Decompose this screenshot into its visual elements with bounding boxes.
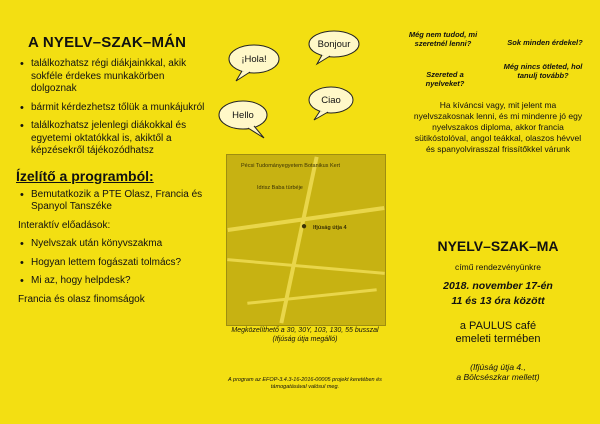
speech-bubbles — [224, 30, 394, 150]
bubble-hello — [218, 100, 268, 130]
talk-item: • Mi az, hogy helpdesk? — [20, 275, 208, 288]
event-time: 11 és 13 óra között — [451, 295, 545, 307]
map-label-address: Ifjúság útja 4 — [313, 225, 347, 231]
question-4: Még nincs ötleted, hol tanulj tovább? — [503, 62, 583, 80]
question-1: Még nem tudod, mi szeretnél lenni? — [408, 30, 478, 48]
address-line-2: a Bölcsészkar mellett) — [456, 372, 540, 382]
funding-footnote: A program az EFOP-3.4.3-16-2016-00005 projekt keretében és támogatásával valósul meg. — [228, 377, 382, 390]
talks-list — [8, 238, 208, 288]
event-venue — [410, 320, 586, 346]
transport-caption: Megközelíthető a 30, 30Y, 103, 130, 55 busszal (Ifjúság útja megálló) — [231, 327, 379, 343]
left-title: A NYELV–SZAK–MÁN — [28, 34, 187, 51]
talk-item: • Nyelvszak után könyvszakma — [20, 238, 208, 251]
question-3: Szereted a nyelveket? — [425, 70, 465, 88]
event-title: NYELV–SZAK–MA — [437, 238, 559, 254]
program-item: • Bemutatkozik a PTE Olasz, Francia és Spanyol Tanszéke — [20, 189, 208, 214]
program-list — [8, 189, 208, 214]
event-subtitle: című rendezvényünkre — [455, 262, 541, 272]
intro-text: Ha kíváncsi vagy, mit jelent ma nyelvszakosnak lenni, és mi mindenre jó egy nyelvszakos diploma, akkor francia sütikóstolóval, angol teákkal, olaszos hévvel és spanyolvirasszal frissítőkkel várunk — [413, 100, 583, 154]
event-date: 2018. november 17-én — [443, 280, 553, 292]
program-title: Ízelítő a programból: — [16, 167, 154, 184]
map-pin-icon: ● — [301, 221, 308, 232]
bubble-text: Ciao — [321, 94, 341, 106]
interactive-heading: Interaktív előadások: — [18, 219, 111, 231]
benefits-list — [8, 58, 208, 158]
benefit-item: • találkozhatsz régi diákjainkkal, akik sokféle érdekes munkakörben dolgoznak — [20, 58, 208, 96]
left-column — [8, 34, 208, 312]
bubble-ciao — [308, 86, 354, 114]
bubble-hola — [228, 44, 280, 74]
benefit-item: • bármit kérdezhetsz tőlük a munkájukról — [20, 102, 208, 115]
event-address — [410, 362, 586, 382]
talk-item: • Hogyan lettem fogászati tolmács? — [20, 257, 208, 270]
map-label-turbe: Idrisz Baba türbéje — [257, 185, 303, 191]
bubble-text: Hello — [232, 109, 254, 121]
location-map — [226, 154, 386, 326]
closing-text: Francia és olasz finomságok — [18, 293, 145, 305]
venue-line-1: a PAULUS café — [459, 320, 537, 332]
bubble-text: ¡Hola! — [241, 53, 267, 65]
map-road — [247, 288, 377, 305]
venue-line-2: emeleti termében — [455, 333, 541, 345]
address-line-1: (Ifjúság útja 4., — [470, 362, 526, 372]
bubble-bonjour — [308, 30, 360, 58]
question-2: Sok minden érdekel? — [507, 38, 583, 47]
map-label-garden: Pécsi Tudományegyetem Botanikus Kert — [241, 163, 341, 169]
bubble-text: Bonjour — [317, 38, 351, 50]
benefit-item: • találkozhatsz jelenlegi diákokkal és egyetemi oktatókkal is, akiktől a képzésekről tájékozódhatsz — [20, 120, 208, 158]
map-road — [227, 258, 385, 275]
